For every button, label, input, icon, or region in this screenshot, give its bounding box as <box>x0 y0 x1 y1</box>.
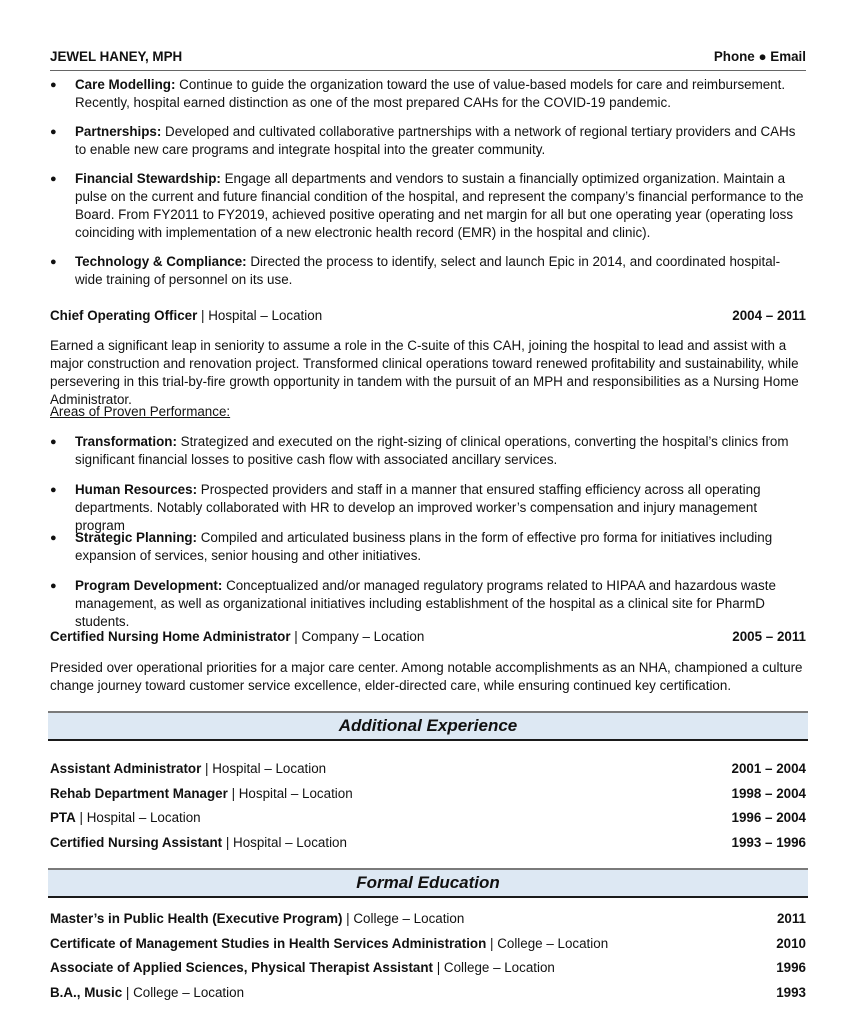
job-dates: 1998 – 2004 <box>731 785 806 801</box>
coo-bullet-list <box>50 433 806 631</box>
list-item <box>50 76 806 123</box>
bullet-text: Prospected providers and staff in a manner that ensured staffing efficiency across all operating departments. Notably collaborated with HR to develop an improved worker’s compensation and injury management program <box>75 482 761 533</box>
degree-title: Certificate of Management Studies in Health Services Administration <box>50 935 487 951</box>
degree-year: 1996 <box>776 960 806 976</box>
list-item <box>50 959 806 984</box>
list-item <box>50 760 806 785</box>
school-org: | College – Location <box>433 960 555 976</box>
header-divider <box>50 70 806 71</box>
bullet-label: Program Development: <box>75 578 223 593</box>
candidate-name: JEWEL HANEY, MPH <box>50 49 183 64</box>
job-dates: 1996 – 2004 <box>731 810 806 826</box>
job-org: | Hospital – Location <box>75 810 201 826</box>
degree-year: 1993 <box>776 984 806 1000</box>
bullet-text: Engage all departments and vendors to sustain a financially optimized organization. Maintain a pulse on the current and future financial condition of the hospital, and represent the company’s financial performance to the Board. From FY2011 to FY2019, achieved positive operating and net margin for all but one operating year (operating loss coinciding with implementation of a new electronic health record (EMR) in the hospital and clinic). <box>75 171 804 240</box>
list-item <box>50 809 806 834</box>
job-title: Assistant Administrator <box>50 761 202 776</box>
section-heading-formal-education: Formal Education <box>48 868 808 898</box>
resume-page <box>50 48 806 1000</box>
bullet-icon: ● <box>50 580 57 592</box>
bullet-label: Transformation: <box>75 434 177 449</box>
list-item <box>50 577 806 631</box>
list-item <box>50 433 806 481</box>
bullet-icon: ● <box>50 484 57 496</box>
degree-title: Associate of Applied Sciences, Physical Therapist Assistant <box>50 960 434 976</box>
bullet-text: Directed the process to identify, select and launch Epic in 2014, and coordinated hospital-wide training of personnel on its use. <box>75 254 781 287</box>
job-title: Certified Nursing Assistant <box>50 834 223 850</box>
degree-title: B.A., Music <box>50 984 123 1000</box>
education-list <box>50 910 806 1008</box>
bullet-label: Strategic Planning: <box>75 530 198 545</box>
resume-header <box>50 48 806 68</box>
job-title: Chief Operating Officer <box>50 308 198 323</box>
job-title: Certified Nursing Home Administrator <box>50 629 291 644</box>
degree-year: 2011 <box>776 911 806 926</box>
job-org: | Hospital – Location <box>197 308 323 323</box>
bullet-icon: ● <box>50 532 57 544</box>
additional-experience-list <box>50 760 806 858</box>
school-org: | College – Location <box>122 984 245 1000</box>
contact-info: Phone ● Email <box>713 49 806 64</box>
job-org: | Hospital – Location <box>222 834 347 850</box>
bullet-text: Compiled and articulated business plans in the form of effective pro forma for initiatives including expansion of services, senior housing and other initiatives. <box>75 530 773 563</box>
bullet-label: Financial Stewardship: <box>75 171 221 186</box>
list-item <box>50 481 806 533</box>
bullet-text: Conceptualized and/or managed regulatory programs related to HIPAA and hazardous waste management, as well as organizational initiatives including establishment of the hospital as a clinical site for PharmD students. <box>75 578 776 629</box>
school-org: | College – Location <box>342 911 465 926</box>
bullet-label: Human Resources: <box>75 482 198 497</box>
job-summary: Earned a significant leap in seniority to assume a role in the C-suite of this CAH, joining the hospital to lead and assist with a major construction and renovation project. Transformed clinical operations toward renewed profitability and sustainability, while persevering in this trial-by-fire growth opportunity in tandem with the pursuit of an MPH and responsibilities as a Nursing Home Administrator. <box>50 338 799 407</box>
job-title: Rehab Department Manager <box>50 785 228 801</box>
job-dates: 1993 – 1996 <box>731 834 806 850</box>
bullet-icon: ● <box>50 173 57 185</box>
list-item <box>50 170 806 253</box>
bullet-icon: ● <box>50 126 57 138</box>
job-dates: 2001 – 2004 <box>731 761 806 776</box>
bullet-icon: ● <box>50 436 57 448</box>
job-title: PTA <box>50 810 76 826</box>
list-item <box>50 123 806 170</box>
bullet-label: Partnerships: <box>75 124 162 139</box>
areas-heading: Areas of Proven Performance: <box>50 404 231 419</box>
job-summary: Presided over operational priorities for a major care center. Among notable accomplishments as an NHA, championed a culture change journey toward customer service excellence, elder-directed care, while ensuring continued key certification. <box>50 660 803 693</box>
job-heading-coo <box>50 307 806 325</box>
list-item <box>50 529 806 577</box>
job-dates: 2004 – 2011 <box>732 308 806 323</box>
job-org: | Company – Location <box>290 629 425 644</box>
list-item <box>50 984 806 1009</box>
bullet-text: Developed and cultivated collaborative partnerships with a network of regional tertiary providers and CAHs to enable new care programs and integrate hospital into the greater community. <box>75 124 796 157</box>
bullet-icon: ● <box>50 79 57 91</box>
degree-year: 2010 <box>776 935 806 951</box>
list-item <box>50 935 806 960</box>
job-org: | Hospital – Location <box>201 761 327 776</box>
degree-title: Master’s in Public Health (Executive Program) <box>50 911 343 926</box>
job-heading-nha <box>50 628 806 646</box>
list-item <box>50 785 806 810</box>
list-item <box>50 834 806 859</box>
job-dates: 2005 – 2011 <box>732 629 806 644</box>
list-item <box>50 253 806 289</box>
school-org: | College – Location <box>486 935 609 951</box>
top-bullet-list <box>50 76 806 289</box>
list-item <box>50 910 806 935</box>
bullet-icon: ● <box>50 256 57 268</box>
section-heading-additional-experience: Additional Experience <box>48 711 808 741</box>
bullet-text: Continue to guide the organization toward the use of value-based models for care and reimbursement. Recently, hospital earned distinction as one of the most prepared CAHs for the COVID-19 pandemic. <box>75 77 786 110</box>
bullet-label: Technology & Compliance: <box>75 254 247 269</box>
bullet-label: Care Modelling: <box>75 77 176 92</box>
bullet-text: Strategized and executed on the right-sizing of clinical operations, converting the hospital’s clinics from significant financial losses to positive cash flow with associated ancillary services. <box>75 434 789 467</box>
job-org: | Hospital – Location <box>227 785 353 801</box>
